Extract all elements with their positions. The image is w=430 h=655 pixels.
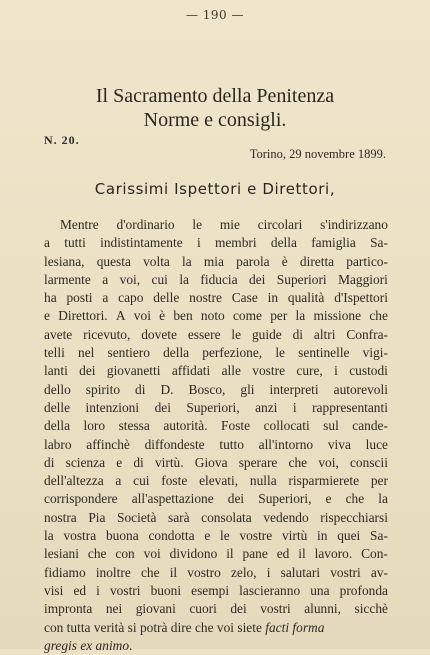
body-line <box>44 289 388 307</box>
body-line <box>44 253 388 271</box>
word: sentinelle <box>298 345 350 361</box>
word: telli <box>44 345 65 361</box>
body-line <box>44 399 388 417</box>
word: dividono <box>169 546 218 562</box>
word: quei <box>337 528 361 544</box>
word: in <box>267 290 279 306</box>
word: per <box>370 473 388 489</box>
word: perfezione, <box>202 345 263 361</box>
word: parola <box>236 253 270 269</box>
word: il <box>169 564 178 580</box>
word: tutti <box>64 235 86 251</box>
word: profonda <box>339 582 388 598</box>
latin-phrase-part1: facti forma <box>265 619 325 635</box>
word: che <box>369 308 388 324</box>
word: conscii <box>349 454 388 470</box>
word: scienza <box>65 454 106 470</box>
word: all'aspettazione <box>131 491 214 507</box>
word: voi <box>133 308 151 324</box>
word: che <box>345 491 365 507</box>
word: gli <box>240 381 255 397</box>
word: giovani <box>135 601 176 617</box>
word: di <box>133 454 144 470</box>
word: sperare <box>238 454 278 470</box>
word: delle <box>44 399 71 415</box>
chapter-title <box>0 84 430 132</box>
letter-body <box>44 216 388 655</box>
word: missione <box>313 308 362 324</box>
body-line <box>44 307 388 325</box>
word: visi <box>44 582 64 598</box>
word: cui <box>151 271 168 287</box>
word: stessa <box>118 418 150 434</box>
word: le <box>231 326 242 342</box>
word: volta <box>143 253 170 269</box>
word: nei <box>105 601 123 617</box>
word: buona <box>105 528 139 544</box>
word: indistintamente <box>100 235 183 251</box>
word: Superiori, <box>186 399 240 415</box>
word: corrispondere <box>44 491 118 507</box>
word: elevati, <box>199 473 239 489</box>
word: circolari <box>257 217 303 232</box>
word: virtù. <box>154 454 184 470</box>
word: affidati <box>171 363 211 379</box>
word: autorevoli <box>333 381 388 397</box>
word: lavoro. <box>314 546 353 562</box>
word: e <box>204 528 211 544</box>
word: a <box>102 290 109 306</box>
word: famiglia <box>311 235 356 251</box>
title-line-2: Norme e consigli. <box>143 109 287 131</box>
word: custodi <box>349 363 388 379</box>
body-line <box>44 472 388 490</box>
word: impronta <box>44 601 93 617</box>
word: pane <box>242 546 268 562</box>
word: che <box>87 546 107 562</box>
body-line <box>44 271 388 289</box>
body-line <box>44 362 388 380</box>
word: di <box>44 454 55 470</box>
word: vostri <box>109 582 141 598</box>
word: è <box>281 253 288 269</box>
word: giovanetti <box>106 363 161 379</box>
word: fiducia <box>200 271 238 287</box>
word: a <box>115 473 122 489</box>
word: nel <box>78 345 95 361</box>
word: altri <box>313 326 336 342</box>
body-line <box>44 600 388 618</box>
word: Bosco, <box>188 381 226 397</box>
word: diffondeste <box>144 436 205 452</box>
body-line <box>44 454 388 472</box>
word: questa <box>96 253 131 269</box>
word: all'intorno <box>258 436 314 452</box>
word: di <box>135 381 146 397</box>
word: Foste <box>221 418 251 434</box>
word: qualità <box>287 290 325 306</box>
word: lesiana, <box>44 253 85 269</box>
latin-phrase-part2: gregis ex animo <box>44 637 130 653</box>
word: A <box>115 308 126 324</box>
word: spirito <box>85 381 121 397</box>
word: dello <box>44 381 71 397</box>
word: di <box>292 326 303 342</box>
word: fidiamo <box>44 564 86 580</box>
body-line <box>44 509 388 527</box>
word: dei <box>249 271 266 287</box>
word: nulla <box>249 473 277 489</box>
word: in <box>317 528 328 544</box>
page-number: — 190 — <box>185 8 245 22</box>
word: ha <box>44 290 57 306</box>
word: con <box>115 546 135 562</box>
closing-period: . <box>129 637 133 653</box>
word: posti <box>66 290 93 306</box>
word: d'Ispettori <box>334 290 388 306</box>
body-line <box>44 545 388 563</box>
word: dei <box>227 491 245 507</box>
word: sentiero <box>107 345 150 361</box>
word: cuori <box>189 601 217 617</box>
word: buoni <box>150 582 182 598</box>
word: foste <box>161 473 188 489</box>
word: i <box>266 564 271 580</box>
salutation: Carissimi Ispettori e Direttori, <box>94 180 336 198</box>
dateline: Torino, 29 novembre 1899. <box>249 147 386 161</box>
word: dovete <box>141 326 177 342</box>
word: Superiori <box>276 271 327 287</box>
word: la <box>295 308 306 324</box>
word: ricevuto, <box>83 326 131 342</box>
body-line <box>44 381 388 399</box>
word: dei <box>230 601 247 617</box>
word: Maggiori <box>338 271 388 287</box>
word: le <box>275 345 285 361</box>
word: mie <box>219 217 240 232</box>
body-line-text: con tutta verità si potrà dire che voi siete <box>44 619 262 635</box>
word: che <box>140 564 160 580</box>
word: cui <box>133 473 150 489</box>
word: Società <box>117 509 157 525</box>
word: s'indirizzano <box>320 217 388 232</box>
word: diretta <box>299 253 335 269</box>
word: Mentre <box>60 217 99 232</box>
word: la <box>179 271 189 287</box>
body-line <box>44 234 388 252</box>
word: lesiani <box>44 546 79 562</box>
word: a <box>102 271 109 287</box>
word: salutari <box>280 564 321 580</box>
body-line <box>44 619 388 637</box>
body-line <box>44 564 388 582</box>
word: D. <box>160 381 174 397</box>
word: i <box>196 235 201 251</box>
word: i <box>96 582 100 598</box>
body-line <box>44 582 388 600</box>
word: il <box>226 546 234 562</box>
word: voi <box>143 546 161 562</box>
letter-number: N. 20. <box>44 133 80 147</box>
word: nostra <box>44 509 77 525</box>
word: noto <box>200 308 225 324</box>
word: d'ordinario <box>116 217 175 232</box>
body-line <box>44 216 388 234</box>
word: capo <box>118 290 144 306</box>
word: essere <box>187 326 221 342</box>
word: e <box>325 491 332 507</box>
word: vostro <box>187 564 221 580</box>
word: vigi- <box>362 345 388 361</box>
word: collocati <box>263 418 310 434</box>
word: la <box>44 528 54 544</box>
word: voi, <box>119 271 141 287</box>
word: autorità. <box>163 418 208 434</box>
word: viva <box>327 436 351 452</box>
word: loro <box>83 418 106 434</box>
word: nostre <box>189 290 222 306</box>
word: a <box>44 235 50 251</box>
body-line <box>44 637 388 655</box>
word: una <box>310 582 330 598</box>
word: Pia <box>88 509 106 525</box>
word: zelo, <box>230 564 257 580</box>
word: mia <box>203 253 224 269</box>
word: è <box>159 308 166 324</box>
word: vostri <box>330 564 361 580</box>
word: dei <box>79 363 96 379</box>
word: Sa- <box>370 235 388 251</box>
word: affinchè <box>86 436 130 452</box>
word: ben <box>173 308 193 324</box>
word: Confra- <box>346 326 388 342</box>
word: Giova <box>194 454 228 470</box>
word: Case <box>231 290 258 306</box>
word: vostri <box>260 601 291 617</box>
word: e <box>44 308 50 324</box>
word: per <box>270 308 288 324</box>
word: sul <box>323 418 339 434</box>
word: labro <box>44 436 72 452</box>
word: Con- <box>361 546 388 562</box>
word: Direttori. <box>58 308 108 324</box>
word: anzi <box>255 399 278 415</box>
word: virtù <box>281 528 308 544</box>
word: la <box>378 491 388 507</box>
word: intenzioni <box>85 399 140 415</box>
body-line <box>44 344 388 362</box>
word: che <box>288 454 308 470</box>
word: voi, <box>318 454 339 470</box>
word: rappresentanti <box>312 399 388 415</box>
body-line <box>44 417 388 435</box>
word: partico- <box>346 253 388 269</box>
word: ed <box>276 546 290 562</box>
word: sicchè <box>354 601 388 617</box>
word: av- <box>370 564 388 580</box>
body-line <box>44 490 388 508</box>
word: vedendo <box>263 509 309 525</box>
word: Sa- <box>370 528 388 544</box>
word: alunni, <box>304 601 342 617</box>
word: cure, <box>296 363 323 379</box>
word: inoltre <box>95 564 131 580</box>
word: consolata <box>201 509 252 525</box>
word: le <box>220 528 230 544</box>
word: esempi <box>191 582 230 598</box>
body-line <box>44 527 388 545</box>
word: ed <box>73 582 87 598</box>
word: lanti <box>44 363 68 379</box>
word: rispecchiarsi <box>320 509 388 525</box>
body-line <box>44 436 388 454</box>
word: vostre <box>252 363 286 379</box>
word: come <box>232 308 262 324</box>
title-line-1: Il Sacramento della Penitenza <box>95 85 335 107</box>
word: delle <box>153 290 180 306</box>
word: vostre <box>239 528 273 544</box>
word: vostra <box>63 528 97 544</box>
body-line <box>44 326 388 344</box>
word: e <box>116 454 123 470</box>
word: la <box>182 253 192 269</box>
word: le <box>192 217 203 232</box>
word: membri <box>214 235 257 251</box>
word: della <box>44 418 71 434</box>
word: luce <box>365 436 388 452</box>
word: alle <box>221 363 241 379</box>
word: i <box>292 399 297 415</box>
word: i <box>334 363 338 379</box>
word: tutto <box>219 436 244 452</box>
word: il <box>298 546 306 562</box>
word: della <box>270 235 297 251</box>
word: lascieranno <box>239 582 301 598</box>
word: condotta <box>148 528 195 544</box>
word: dell'altezza <box>44 473 104 489</box>
word: risparmierete <box>288 473 360 489</box>
word: guide <box>251 326 282 342</box>
word: avete <box>44 326 73 342</box>
word: sarà <box>168 509 190 525</box>
word: dei <box>154 399 171 415</box>
word: interpreti <box>269 381 319 397</box>
word: larmente <box>44 271 91 287</box>
word: della <box>163 345 190 361</box>
word: cande- <box>352 418 388 434</box>
word: Superiori, <box>258 491 312 507</box>
